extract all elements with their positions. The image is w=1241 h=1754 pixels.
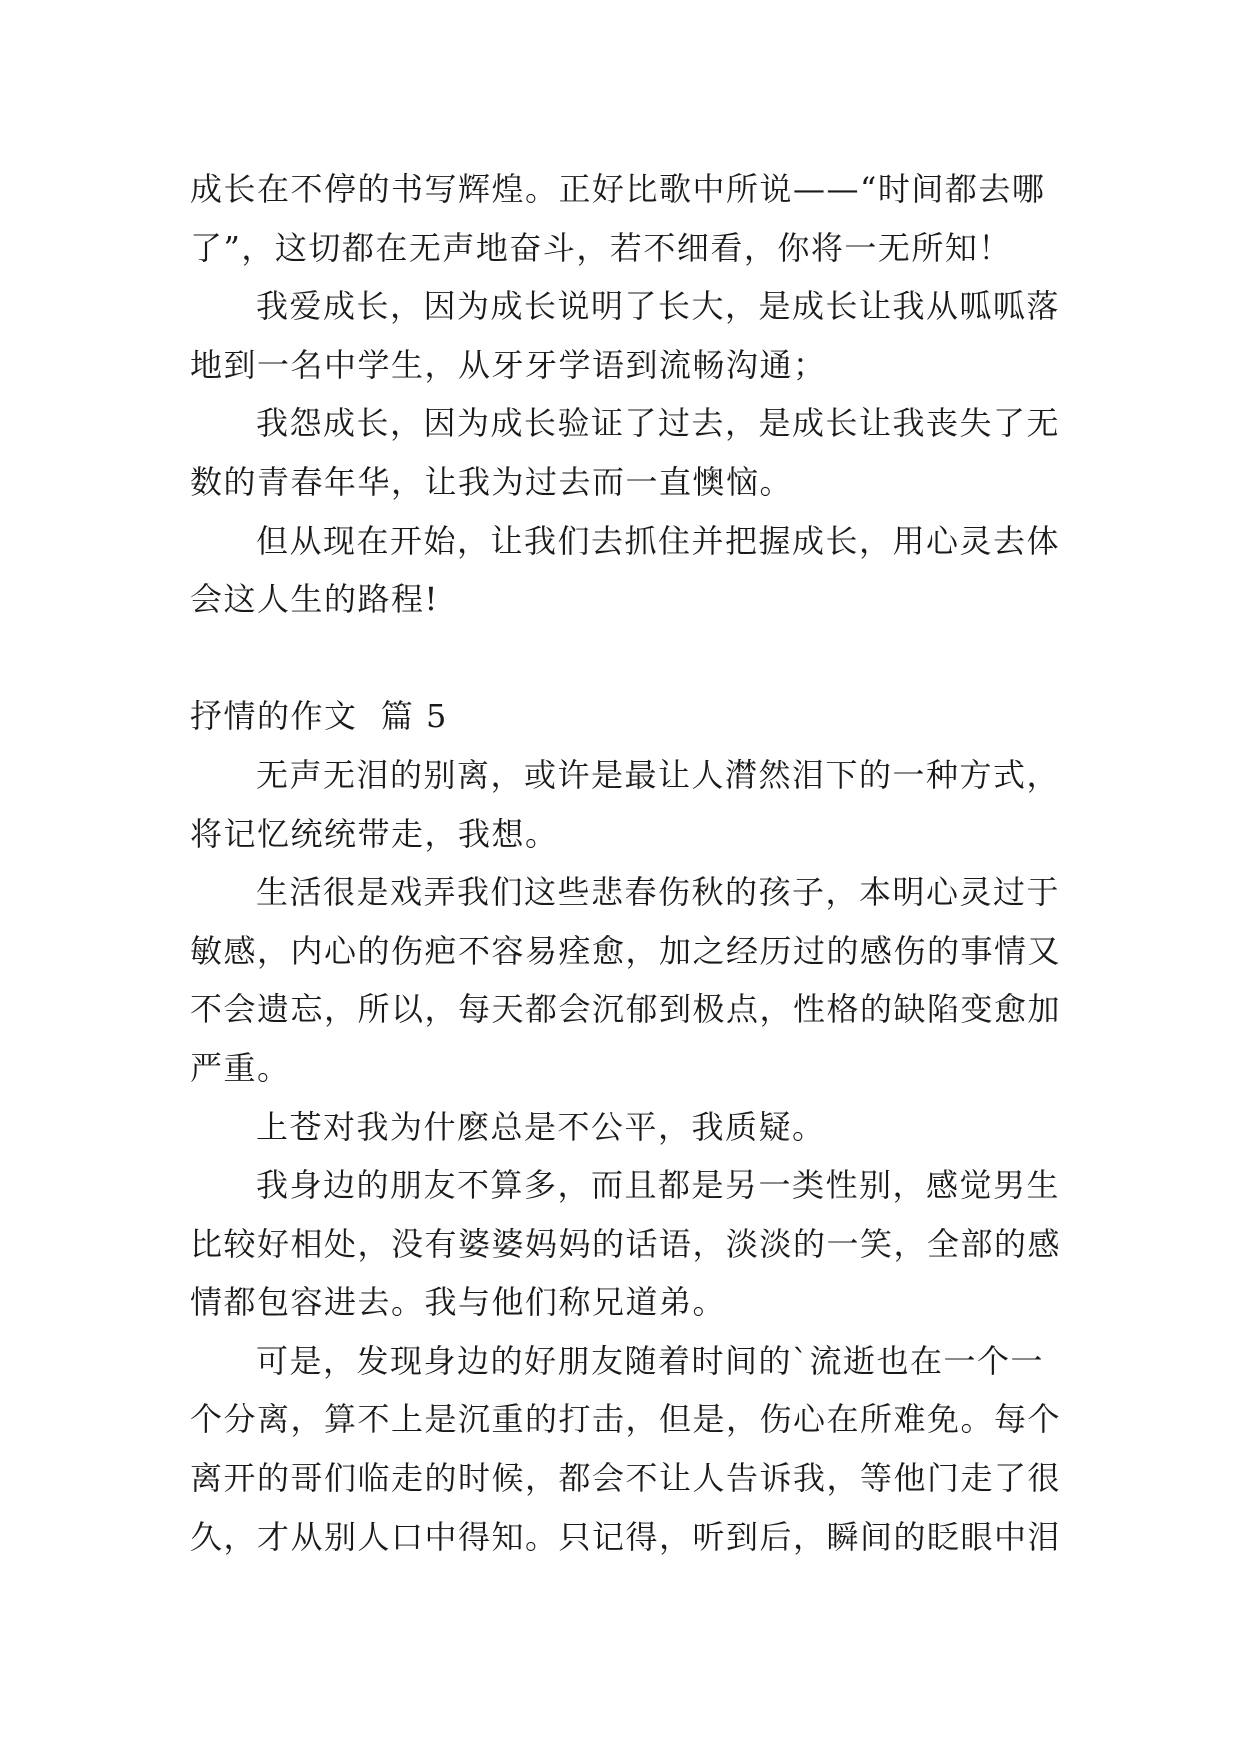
paragraph-spacer [190, 629, 1060, 688]
text-line: 严重。 [190, 1048, 291, 1087]
text-line: 无声无泪的别离，或许是最让人潸然泪下的一种方式， [256, 755, 1061, 794]
text-line: 上苍对我为什麽总是不公平，我质疑。 [256, 1107, 826, 1146]
text-line: 将记忆统统带走，我想。 [190, 814, 559, 853]
text-line: 情都包容进去。我与他们称兄道弟。 [190, 1283, 727, 1322]
text-line: 比较好相处，没有婆婆妈妈的话语，淡淡的一笑，全部的感 [190, 1224, 1062, 1263]
text-line: 但从现在开始，让我们去抓住并把握成长，用心灵去体 [256, 521, 1061, 560]
text-line: 个分离，算不上是沉重的打击，但是，伤心在所难免。每个 [190, 1400, 1062, 1439]
text-line: 生活很是戏弄我们这些悲春伤秋的孩子，本明心灵过于 [256, 873, 1061, 912]
text-line: 久，才从别人口中得知。只记得，听到后，瞬间的眨眼中泪 [190, 1517, 1062, 1556]
document-page [190, 160, 1060, 1566]
text-line: 了”，这切都在无声地奋斗，若不细看，你将一无所知！ [190, 228, 1012, 267]
text-line: 我爱成长，因为成长说明了长大，是成长让我从呱呱落 [256, 287, 1061, 326]
text-line: 成长在不停的书写辉煌。正好比歌中所说——“时间都去哪 [190, 170, 1046, 208]
section-heading: 抒情的作文 篇 5 [190, 697, 448, 736]
text-line: 可是，发现身边的好朋友随着时间的`流逝也在一个一 [256, 1341, 1045, 1380]
text-line: 离开的哥们临走的时候，都会不让人告诉我，等他门走了很 [190, 1459, 1062, 1498]
text-line: 会这人生的路程! [190, 580, 439, 619]
text-line: 数的青春年华，让我为过去而一直懊恼。 [190, 462, 794, 501]
text-line: 我身边的朋友不算多，而且都是另一类性别，感觉男生 [256, 1166, 1061, 1205]
text-line: 不会遗忘，所以，每天都会沉郁到极点，性格的缺陷变愈加 [190, 990, 1062, 1029]
text-line: 我怨成长，因为成长验证了过去，是成长让我丧失了无 [256, 404, 1061, 443]
text-line: 敏感，内心的伤疤不容易痊愈，加之经历过的感伤的事情又 [190, 931, 1062, 970]
text-line: 地到一名中学生，从牙牙学语到流畅沟通； [190, 345, 827, 384]
